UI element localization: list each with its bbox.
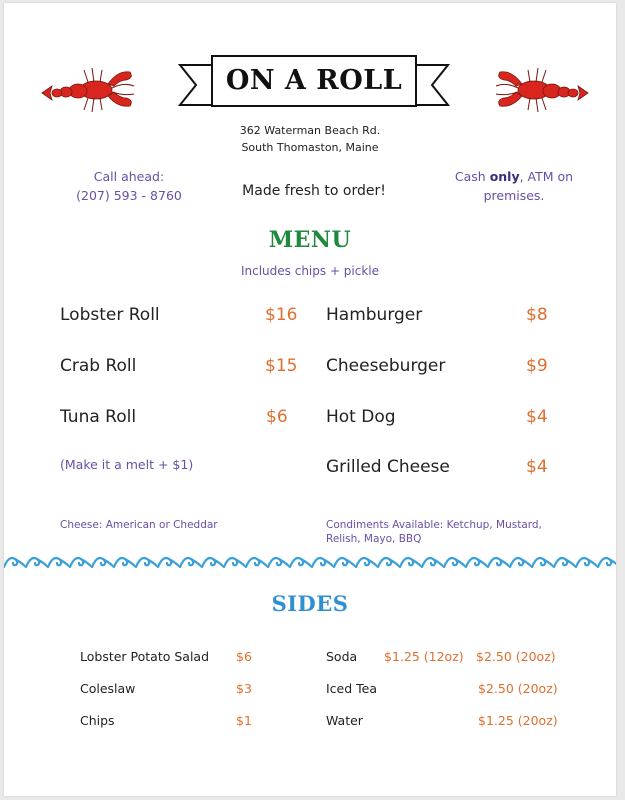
menu-item-price: $6 (266, 407, 288, 427)
page-title: ON A ROLL (225, 65, 403, 96)
drink-price-large: $2.50 (20oz) (476, 649, 556, 664)
menu-item-price: $4 (526, 407, 548, 427)
call-ahead-label: Call ahead: (93, 169, 165, 184)
address-line-1: 362 Waterman Beach Rd. (239, 124, 381, 137)
address-line-2: South Thomaston, Maine (241, 141, 379, 154)
lobster-icon (38, 60, 136, 116)
lobster-icon (494, 60, 592, 116)
menu-item-name: Grilled Cheese (326, 457, 450, 477)
side-item-name: Chips (80, 713, 115, 728)
address (210, 122, 410, 156)
menu-item-name: Hot Dog (326, 407, 396, 427)
drink-price-large: $1.25 (20oz) (478, 713, 558, 728)
tagline: Made fresh to order! (242, 183, 386, 199)
wave-divider (4, 551, 616, 575)
menu-item-price: $4 (526, 457, 548, 477)
cheese-note: Cheese: American or Cheddar (60, 519, 218, 531)
menu-item-price: $9 (526, 356, 548, 376)
side-item-price: $1 (236, 713, 252, 728)
melt-note: (Make it a melt + $1) (60, 457, 194, 472)
drink-price-small: $1.25 (12oz) (384, 649, 464, 664)
payment-note: Cash only, ATM on premises. (454, 169, 574, 203)
drink-item-name: Soda (326, 649, 358, 664)
menu-item-price: $8 (526, 305, 548, 325)
menu-item-name: Cheeseburger (326, 356, 446, 376)
call-ahead (64, 167, 194, 205)
menu-item-name: Lobster Roll (60, 305, 160, 325)
menu-page (4, 3, 616, 796)
drink-price-large: $2.50 (20oz) (478, 681, 558, 696)
condiments-note: Condiments Available: Ketchup, Mustard, Relish, Mayo, BBQ (326, 519, 542, 545)
menu-item-price: $15 (265, 356, 298, 376)
menu-heading: MENU (268, 227, 352, 253)
side-item-price: $3 (236, 681, 252, 696)
side-item-price: $6 (236, 649, 252, 664)
menu-subheading: Includes chips + pickle (240, 264, 380, 278)
side-item-name: Lobster Potato Salad (80, 649, 210, 664)
menu-item-price: $16 (265, 305, 298, 325)
menu-item-name: Tuna Roll (60, 407, 137, 427)
menu-item-name: Hamburger (326, 305, 423, 325)
menu-item-name: Crab Roll (60, 356, 137, 376)
phone-number: (207) 593 - 8760 (76, 188, 182, 203)
side-item-name: Coleslaw (80, 681, 136, 696)
drink-item-name: Water (326, 713, 363, 728)
drink-item-name: Iced Tea (326, 681, 378, 696)
sides-heading: SIDES (271, 591, 349, 616)
